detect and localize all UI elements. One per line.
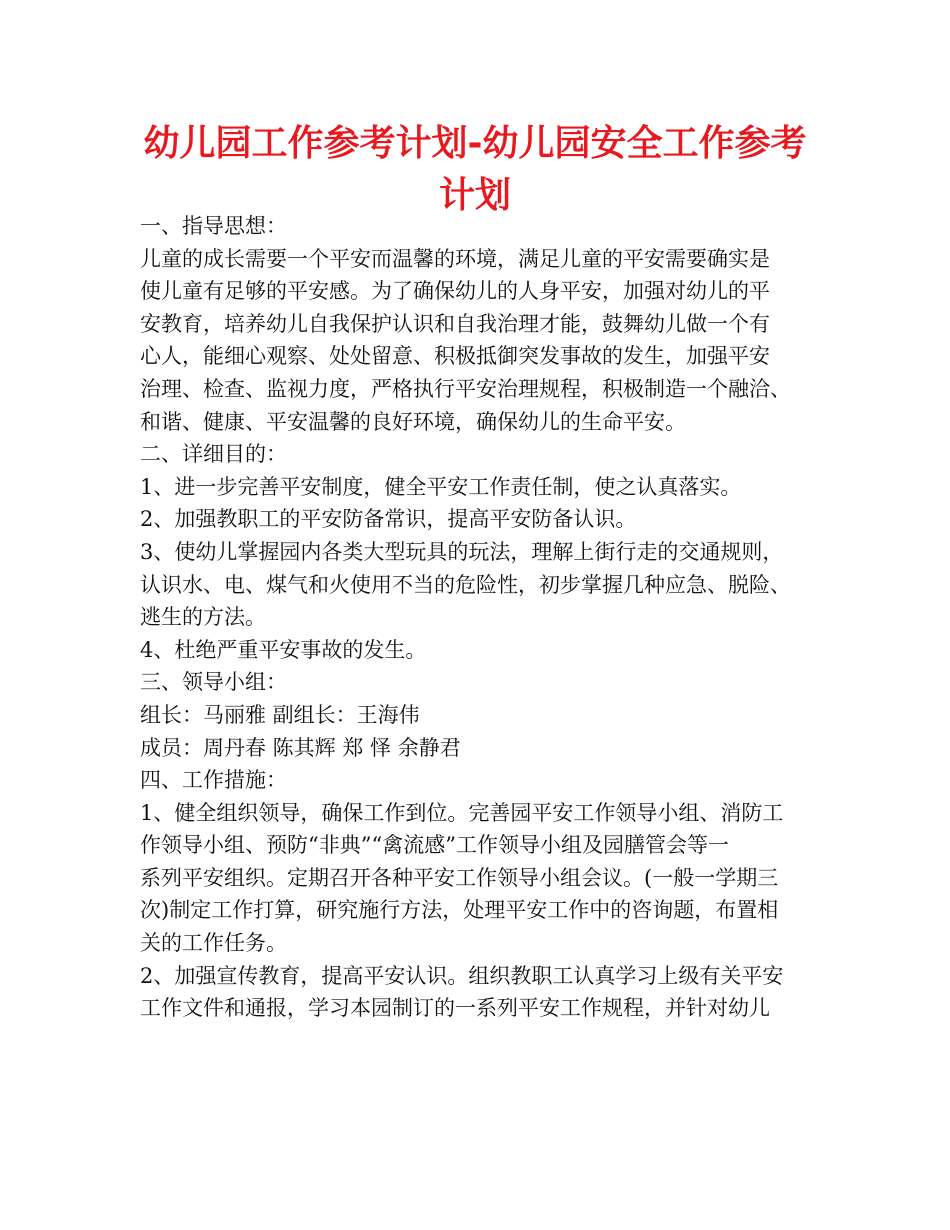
text-line: 4、杜绝严重平安事故的发生。 — [140, 637, 427, 662]
text-line: 关的工作任务。 — [140, 931, 287, 956]
text-line: 认识水、电、煤气和火使用不当的危险性，初步掌握几种应急、脱险、 — [140, 572, 791, 597]
text-line: 1、进一步完善平安制度，健全平安工作责任制，使之认真落实。 — [140, 474, 742, 499]
text-line: 系列平安组织。定期召开各种平安工作领导小组会议。(一般一学期三 — [140, 865, 779, 890]
text-line: 2、加强教职工的平安防备常识，提高平安防备认识。 — [140, 507, 637, 532]
text-line: 逃生的方法。 — [140, 605, 266, 630]
text-line: 2、加强宣传教育，提高平安认识。组织教职工认真学习上级有关平安 — [140, 963, 784, 988]
document-title — [120, 118, 830, 222]
text-line: 1、健全组织领导，确保工作到位。完善园平安工作领导小组、消防工 — [140, 800, 784, 825]
text-line: 心人，能细心观察、处处留意、积极抵御突发事故的发生，加强平安 — [140, 344, 770, 369]
title-line-2: 计划 — [438, 175, 511, 216]
text-line: 儿童的成长需要一个平安而温馨的环境，满足儿童的平安需要确实是 — [140, 246, 770, 271]
text-line: 四、工作措施： — [140, 768, 287, 793]
text-line: 二、详细目的： — [140, 442, 287, 467]
text-line: 安教育，培养幼儿自我保护认识和自我治理才能，鼓舞幼儿做一个有 — [140, 311, 770, 336]
document-body — [140, 210, 840, 1025]
text-line: 和谐、健康、平安温馨的良好环境，确保幼儿的生命平安。 — [140, 409, 686, 434]
text-line: 三、领导小组： — [140, 670, 287, 695]
text-line: 作领导小组、预防“非典”“禽流感”工作领导小组及园膳管会等一 — [140, 833, 729, 858]
text-line: 一、指导思想： — [140, 214, 287, 238]
text-line: 工作文件和通报，学习本园制订的一系列平安工作规程，并针对幼儿 — [140, 996, 770, 1021]
text-line: 组长：马丽雅 副组长：王海伟 — [140, 702, 420, 727]
text-line: 次)制定工作打算，研究施行方法，处理平安工作中的咨询题，布置相 — [140, 898, 779, 923]
text-line: 治理、检查、监视力度，严格执行平安治理规程，积极制造一个融洽、 — [140, 376, 791, 401]
text-line: 成员：周丹春 陈其辉 郑 怿 余静君 — [140, 735, 461, 760]
text-line: 使儿童有足够的平安感。为了确保幼儿的人身平安，加强对幼儿的平 — [140, 279, 770, 304]
title-line-1: 幼儿园工作参考计划-幼儿园安全工作参考 — [143, 123, 807, 164]
text-line: 3、使幼儿掌握园内各类大型玩具的玩法，理解上街行走的交通规则， — [140, 539, 784, 564]
